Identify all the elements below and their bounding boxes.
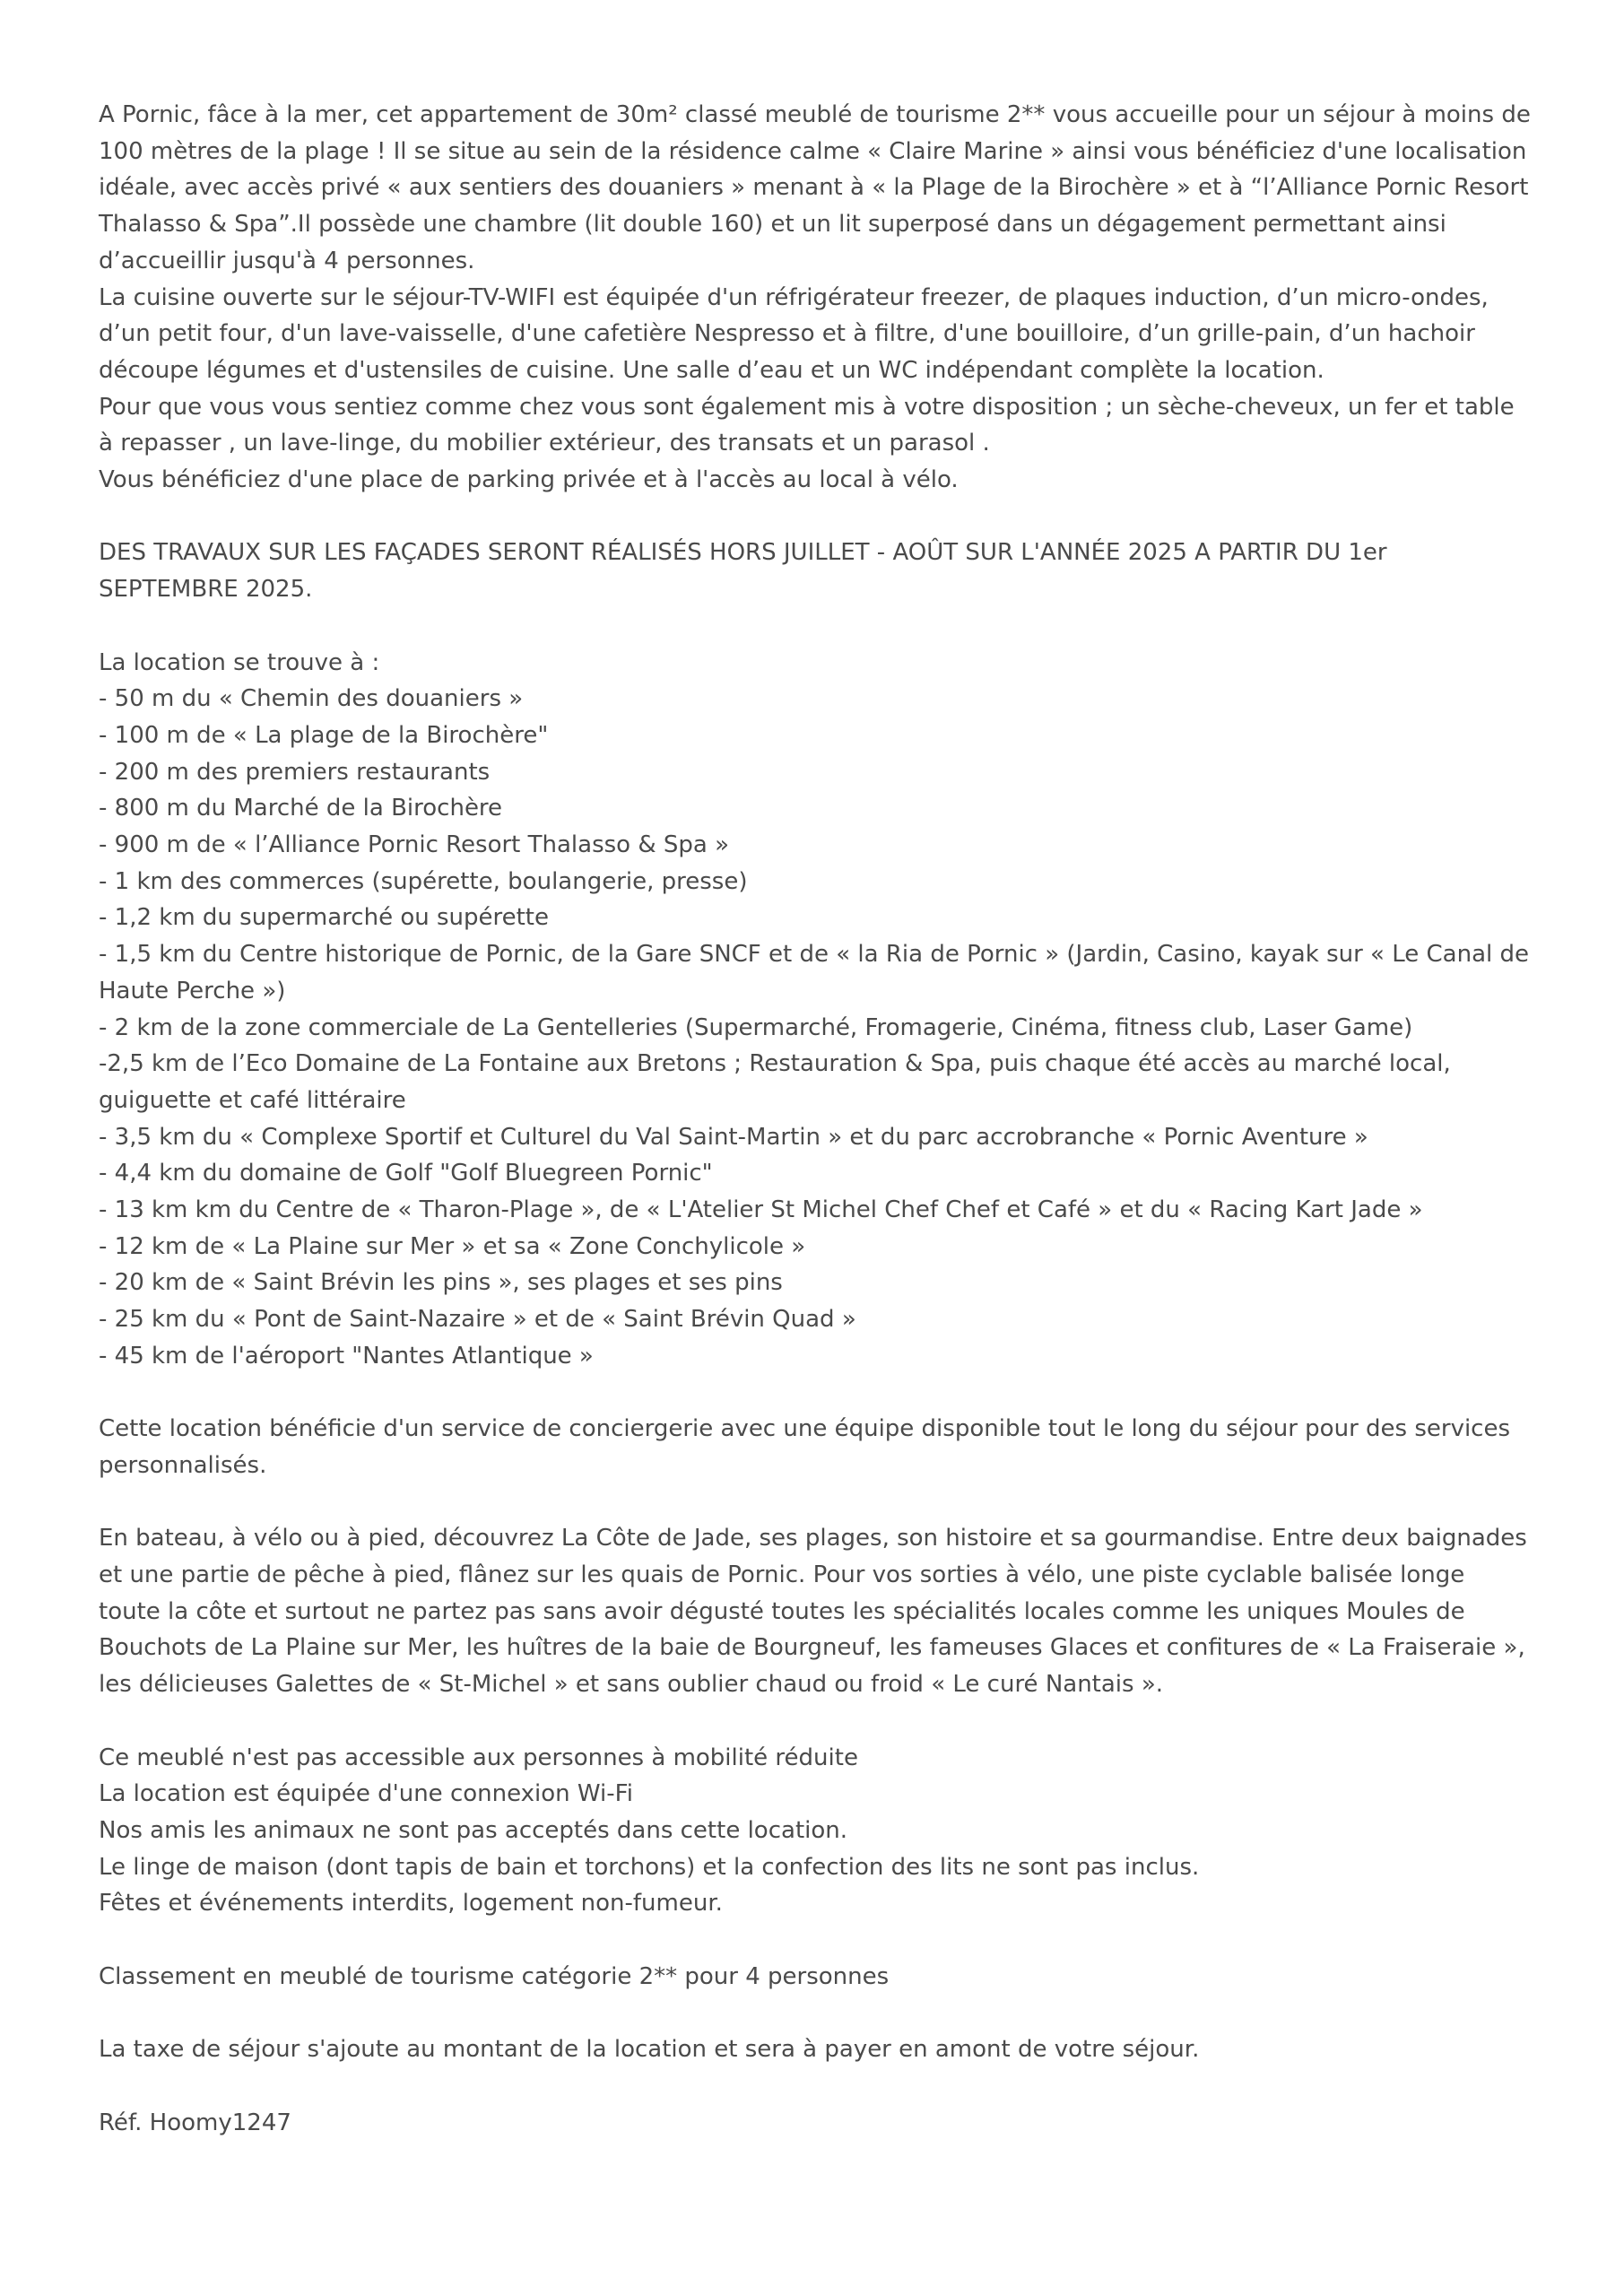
condition-line: Nos amis les animaux ne sont pas acceptés dans cette location.	[99, 1816, 848, 1844]
condition-line: Le linge de maison (dont tapis de bain et torchons) et la confection des lits ne sont pas inclus.	[99, 1853, 1200, 1881]
tax-section	[99, 2031, 1533, 2068]
list-item: - 100 m de « La plage de la Birochère"	[99, 721, 549, 749]
list-item: - 200 m des premiers restaurants	[99, 758, 491, 786]
condition-line: Fêtes et événements interdits, logement non-fumeur.	[99, 1890, 723, 1918]
list-item: -2,5 km de l’Eco Domaine de La Fontaine aux Bretons ; Restauration & Spa, puis chaque été accès au marché local, guiguette et café littéraire	[99, 1050, 1451, 1114]
location-heading: La location se trouve à :	[99, 648, 380, 676]
distances-list	[99, 681, 1533, 1374]
classification-section	[99, 1959, 1533, 1996]
list-item: - 45 km de l'aéroport "Nantes Atlantique »	[99, 1342, 594, 1370]
intro-section	[99, 97, 1533, 499]
kitchen-paragraph: La cuisine ouverte sur le séjour-TV-WIFI est équipée d'un réfrigérateur freezer, de plaques induction, d’un micro-ondes, d’un petit four, d'un lave-vaisselle, d'une cafetière Nespresso et à filtre, d'une bouilloire, d’un grille-pain, d’un hachoir découpe légumes et d'ustensiles de cuisine. Une salle d’eau et un WC indépendant complète la location.	[99, 283, 1489, 384]
classification-text: Classement en meublé de tourisme catégorie 2** pour 4 personnes	[99, 1962, 890, 1990]
conditions-section	[99, 1740, 1533, 1923]
condition-line: La location est équipée d'une connexion Wi-Fi	[99, 1780, 633, 1808]
list-item: - 20 km de « Saint Brévin les pins », ses plages et ses pins	[99, 1269, 783, 1297]
list-item: - 3,5 km du « Complexe Sportif et Culturel du Val Saint-Martin » et du parc accrobranche « Pornic Aventure »	[99, 1123, 1368, 1151]
amenities-paragraph: Pour que vous vous sentiez comme chez vous sont également mis à votre disposition ; un sèche-cheveux, un fer et table à repasser , un lave-linge, du mobilier extérieur, des transats et un parasol .	[99, 393, 1515, 457]
list-item: - 4,4 km du domaine de Golf "Golf Bluegreen Pornic"	[99, 1160, 713, 1187]
listing-description	[99, 97, 1533, 2141]
concierge-section	[99, 1411, 1533, 1483]
list-item: - 1,2 km du supermarché ou supérette	[99, 904, 549, 932]
tax-text: La taxe de séjour s'ajoute au montant de la location et sera à payer en amont de votre séjour.	[99, 2036, 1200, 2064]
list-item: - 1 km des commerces (supérette, boulangerie, presse)	[99, 867, 748, 895]
list-item: - 900 m de « l’Alliance Pornic Resort Thalasso & Spa »	[99, 831, 729, 859]
condition-line: Ce meublé n'est pas accessible aux personnes à mobilité réduite	[99, 1744, 858, 1771]
intro-paragraph: A Pornic, fâce à la mer, cet appartement de 30m² classé meublé de tourisme 2** vous accueille pour un séjour à moins de 100 mètres de la plage ! Il se situe au sein de la résidence calme « Claire Marine » ainsi vous bénéficiez d'une localisation idéale, avec accès privé « aux sentiers des douaniers » menant à « la Plage de la Birochère » et à “l’Alliance Pornic Resort Thalasso & Spa”.Il possède une chambre (lit double 160) et un lit superposé dans un dégagement permettant ainsi d’accueillir jusqu'à 4 personnes.	[99, 101, 1531, 274]
list-item: - 13 km km du Centre de « Tharon-Plage », de « L'Atelier St Michel Chef Chef et Café » et du « Racing Kart Jade »	[99, 1196, 1423, 1224]
list-item: - 2 km de la zone commerciale de La Gentelleries (Supermarché, Fromagerie, Cinéma, fitness club, Laser Game)	[99, 1013, 1413, 1041]
discover-section	[99, 1520, 1533, 1703]
list-item: - 25 km du « Pont de Saint-Nazaire » et de « Saint Brévin Quad »	[99, 1306, 856, 1334]
list-item: - 800 m du Marché de la Birochère	[99, 795, 503, 822]
reference-section	[99, 2105, 1533, 2142]
concierge-paragraph: Cette location bénéficie d'un service de conciergerie avec une équipe disponible tout le long du séjour pour des services personnalisés.	[99, 1415, 1511, 1479]
list-item: - 1,5 km du Centre historique de Pornic, de la Gare SNCF et de « la Ria de Pornic » (Jardin, Casino, kayak sur « Le Canal de Haute Perche »)	[99, 941, 1529, 1004]
list-item: - 12 km de « La Plaine sur Mer » et sa « Zone Conchylicole »	[99, 1232, 806, 1260]
reference-text: Réf. Hoomy1247	[99, 2109, 291, 2136]
location-section	[99, 645, 1533, 1375]
discover-paragraph: En bateau, à vélo ou à pied, découvrez La Côte de Jade, ses plages, son histoire et sa gourmandise. Entre deux baignades et une partie de pêche à pied, flânez sur les quais de Pornic. Pour vos sorties à vélo, une piste cyclable balisée longe toute la côte et surtout ne partez pas sans avoir dégusté toutes les spécialités locales comme les uniques Moules de Bouchots de La Plaine sur Mer, les huîtres de la baie de Bourgneuf, les fameuses Glaces et confitures de « La Fraiseraie », les délicieuses Galettes de « St-Michel » et sans oublier chaud ou froid « Le curé Nantais ».	[99, 1525, 1527, 1699]
works-notice: DES TRAVAUX SUR LES FAÇADES SERONT RÉALISÉS HORS JUILLET - AOÛT SUR L'ANNÉE 2025 A PARTIR DU 1er SEPTEMBRE 2025.	[99, 539, 1387, 604]
works-notice-section	[99, 535, 1533, 607]
list-item: - 50 m du « Chemin des douaniers »	[99, 685, 524, 713]
parking-paragraph: Vous bénéficiez d'une place de parking privée et à l'accès au local à vélo.	[99, 466, 959, 494]
